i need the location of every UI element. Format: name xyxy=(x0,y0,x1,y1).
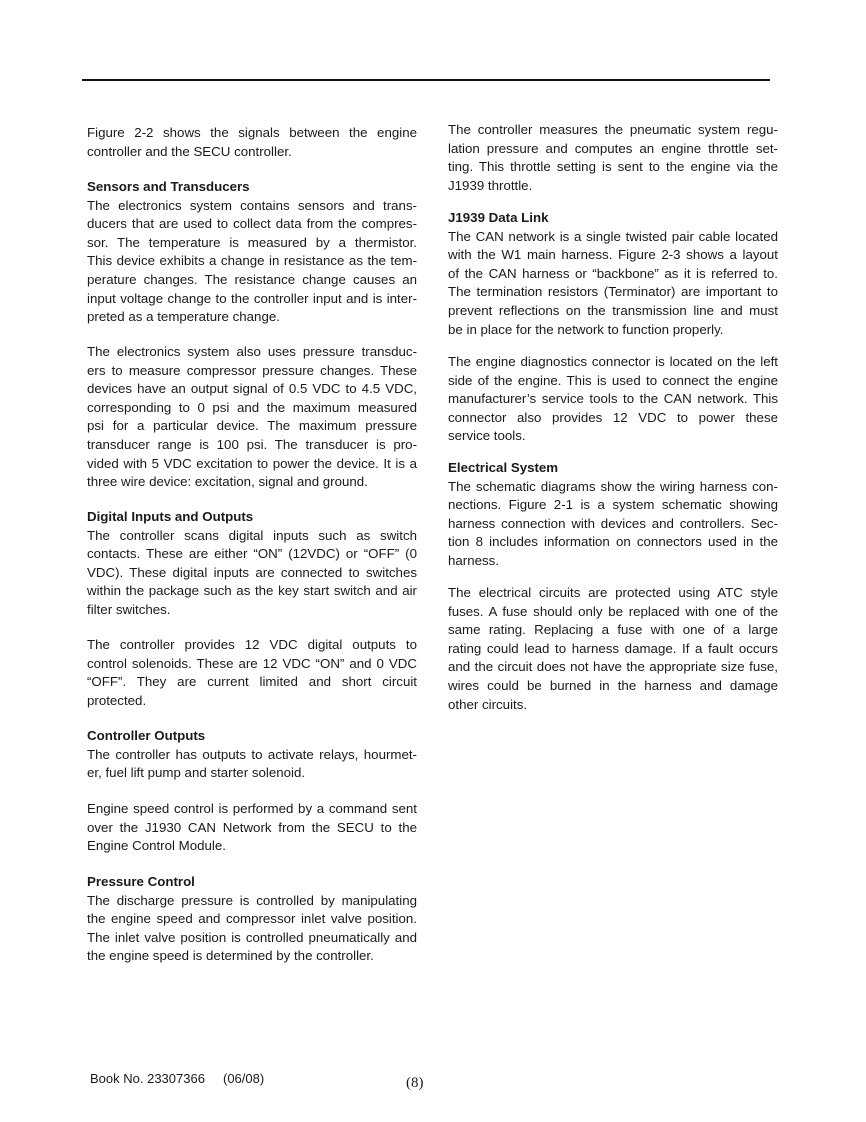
text-line: Engine speed control is performed by a command sent xyxy=(87,801,417,816)
section xyxy=(87,508,417,620)
text-line: over the J1930 CAN Network from the SECU to the xyxy=(87,819,417,835)
text-line: er, fuel lift pump and starter solenoid. xyxy=(87,765,306,781)
section-heading: Pressure Control xyxy=(87,874,195,889)
text-line: be in place for the network to function properly. xyxy=(448,321,724,337)
text-line: controller and the SECU controller. xyxy=(87,143,292,159)
paragraph xyxy=(448,584,778,714)
text-line: Figure 2-2 shows the signals between the engine xyxy=(87,125,417,140)
text-line: sor. The temperature is measured by a thermistor. xyxy=(87,234,417,250)
section xyxy=(448,209,778,339)
text-line: The electronics system contains sensors and trans- xyxy=(87,197,417,213)
text-line: input voltage change to the controller input and is inter- xyxy=(87,290,417,306)
section-heading: Electrical System xyxy=(448,460,559,475)
text-line: side of the engine. This is used to connect the engine xyxy=(448,372,778,388)
text-line: This device exhibits a change in resistance as the tem- xyxy=(87,253,417,269)
text-line: transducer range is 100 psi. The transducer is pro- xyxy=(87,436,417,452)
text-line: and the circuit does not have the appropriate size fuse, xyxy=(448,659,778,675)
text-line: harness connection with devices and controllers. Sec- xyxy=(448,515,778,531)
text-line: harness. xyxy=(448,552,499,568)
text-line: of the CAN harness or “backbone” as it is referred to. xyxy=(448,265,778,281)
book-number: Book No. 23307366 (06/08) xyxy=(90,1071,265,1086)
text-line: the engine speed and compressor inlet valve position. xyxy=(87,911,417,927)
text-line: same rating. Replacing a fuse with one of a large xyxy=(448,622,778,638)
section-heading: J1939 Data Link xyxy=(448,210,549,225)
text-line: connector also provides 12 VDC to power these xyxy=(448,409,778,425)
section xyxy=(448,459,778,571)
text-line: vided with 5 VDC excitation to power the device. It is a xyxy=(87,455,417,471)
text-line: The CAN network is a single twisted pair cable located xyxy=(448,228,778,244)
text-line: psi for a particular device. The maximum pressure xyxy=(87,418,417,434)
text-line: protected. xyxy=(87,692,147,708)
text-line: The controller measures the pneumatic system regu- xyxy=(448,122,778,137)
header-rule xyxy=(82,79,770,81)
text-line: manufacturer’s service tools to the CAN network. This xyxy=(448,391,778,407)
text-line: The controller has outputs to activate relays, hourmet- xyxy=(87,746,417,762)
section-heading: Controller Outputs xyxy=(87,728,206,743)
text-line: fuses. A fuse should only be replaced with one of the xyxy=(448,603,778,619)
text-line: The controller provides 12 VDC digital outputs to xyxy=(87,637,417,652)
text-line: the engine speed is determined by the controller. xyxy=(87,948,374,964)
text-line: three wire device: excitation, signal and ground. xyxy=(87,474,368,490)
text-line: The electrical circuits are protected using ATC style xyxy=(448,585,778,600)
text-line: ers to measure compressor pressure changes. These xyxy=(87,362,417,378)
paragraph xyxy=(87,343,417,492)
text-line: The schematic diagrams show the wiring harness con- xyxy=(448,478,778,494)
text-line: other circuits. xyxy=(448,696,528,712)
text-line: ting. This throttle setting is sent to the engine via the xyxy=(448,159,778,175)
text-line: nections. Figure 2-1 is a system schematic showing xyxy=(448,497,778,513)
text-line: prevent reflections on the transmission line and must xyxy=(448,302,778,318)
text-line: service tools. xyxy=(448,428,526,444)
text-line: within the package such as the key start switch and air xyxy=(87,583,417,599)
text-line: perature changes. The resistance change causes an xyxy=(87,271,417,287)
text-line: lation pressure and computes an engine throttle set- xyxy=(448,140,778,156)
text-line: VDC). These digital inputs are connected to switches xyxy=(87,564,417,580)
section-heading: Digital Inputs and Outputs xyxy=(87,509,254,524)
section-heading: Sensors and Transducers xyxy=(87,179,250,194)
text-line: The discharge pressure is controlled by manipulating xyxy=(87,892,417,908)
text-line: ducers that are used to collect data from the compres- xyxy=(87,216,417,232)
paragraph xyxy=(87,124,417,161)
text-line: preted as a temperature change. xyxy=(87,309,280,325)
section xyxy=(87,873,417,966)
text-line: tion 8 includes information on connectors used in the xyxy=(448,534,778,550)
text-line: corresponding to 0 psi and the maximum measured xyxy=(87,399,417,415)
paragraph xyxy=(448,121,778,195)
paragraph xyxy=(87,636,417,710)
section xyxy=(87,727,417,783)
text-line: rating could lead to harness damage. If a fault occurs xyxy=(448,640,778,656)
text-line: filter switches. xyxy=(87,601,171,617)
paragraph xyxy=(448,353,778,446)
text-line: The engine diagnostics connector is located on the left xyxy=(448,354,778,369)
text-line: The inlet valve position is controlled pneumatically and xyxy=(87,929,417,945)
text-line: devices have an output signal of 0.5 VDC to 4.5 VDC, xyxy=(87,381,417,397)
text-line: contacts. These are either “ON” (12VDC) or “OFF” (0 xyxy=(87,546,417,562)
page-number: (8) xyxy=(406,1075,424,1091)
text-line: The electronics system also uses pressure transduc- xyxy=(87,344,417,359)
text-line: “OFF”. They are current limited and short circuit xyxy=(87,674,417,690)
text-line: wires could be burned in the harness and damage xyxy=(448,677,778,693)
text-line: J1939 throttle. xyxy=(448,177,533,193)
text-line: The termination resistors (Terminator) are important to xyxy=(448,284,778,300)
text-line: Engine Control Module. xyxy=(87,838,226,854)
section xyxy=(87,178,417,327)
text-line: control solenoids. These are 12 VDC “ON” and 0 VDC xyxy=(87,655,417,671)
text-line: with the W1 main harness. Figure 2-3 shows a layout xyxy=(448,247,778,263)
paragraph xyxy=(87,800,417,856)
text-line: The controller scans digital inputs such as switch xyxy=(87,527,417,543)
